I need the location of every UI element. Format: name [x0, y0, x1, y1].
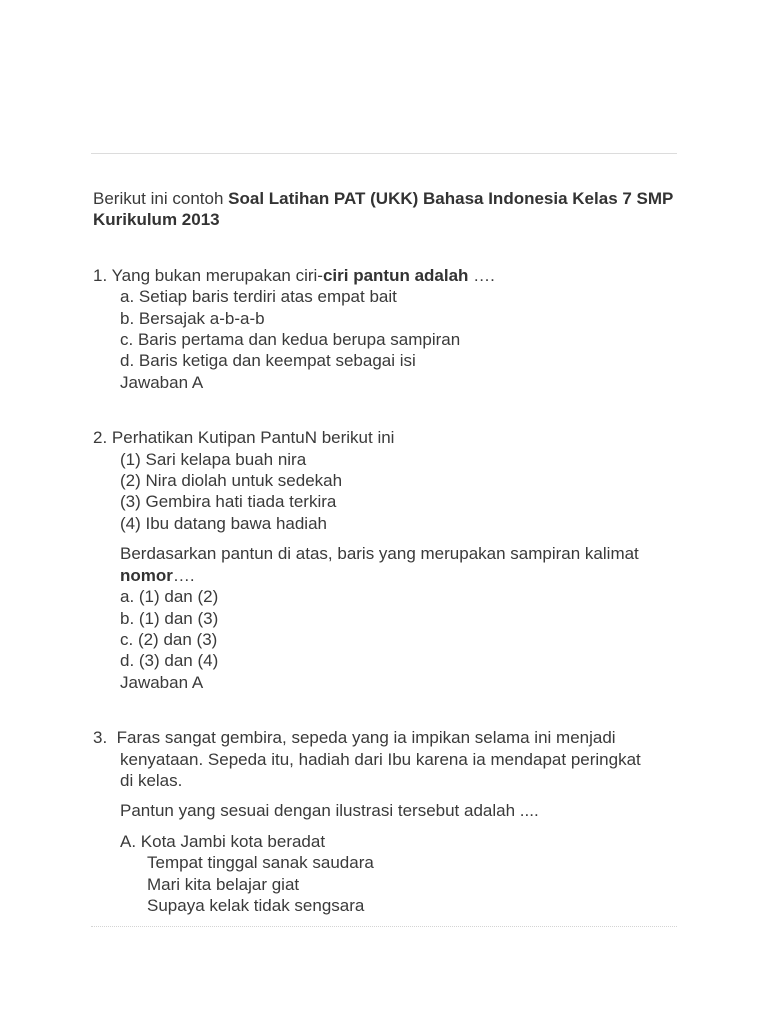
q2-option-c: c. (2) dan (3): [120, 629, 218, 649]
question-3-stem-line-1: [93, 727, 683, 748]
q3-question: Pantun yang sesuai dengan ilustrasi tersebut adalah ....: [120, 801, 539, 821]
q2-answer: Jawaban A: [120, 672, 204, 692]
q2-pantun-line-3: (3) Gembira hati tiada terkira: [120, 492, 337, 512]
q1-stem-bold: ciri pantun adalah: [322, 265, 469, 285]
q3-option-a-line-3: Mari kita belajar giat: [147, 874, 300, 894]
q3-option-a-line-1: A. Kota Jambi kota beradat: [120, 831, 326, 851]
question-2: [93, 427, 683, 693]
q3-number: 3.: [93, 728, 108, 748]
top-divider: [91, 153, 677, 154]
bottom-divider: [91, 926, 677, 927]
q2-option-b: b. (1) dan (3): [120, 608, 219, 628]
question-1: [93, 265, 683, 393]
intro-paragraph: [93, 188, 683, 231]
q3-stem-text-1: Faras sangat gembira, sepeda yang ia impikan selama ini menjadi: [116, 728, 616, 748]
q3-option-a-line-4: Supaya kelak tidak sengsara: [147, 895, 365, 915]
q1-stem-prefix: 1. Yang bukan merupakan ciri-: [93, 265, 323, 285]
q2-question-text: Berdasarkan pantun di atas, baris yang merupakan sampiran kalimat: [120, 544, 639, 564]
q1-option-b: b. Bersajak a-b-a-b: [120, 308, 265, 328]
intro-title: Soal Latihan PAT (UKK) Bahasa Indonesia Kelas 7 SMP Kurikulum 2013: [93, 189, 674, 230]
q2-question: [93, 543, 683, 586]
q2-pantun-line-1: (1) Sari kelapa buah nira: [120, 449, 307, 469]
q1-stem-suffix: ….: [468, 265, 495, 285]
q2-pantun-line-4: (4) Ibu datang bawa hadiah: [120, 513, 327, 533]
question-3: [93, 727, 683, 916]
question-2-stem: 2. Perhatikan Kutipan PantuN berikut ini: [93, 428, 395, 448]
q2-question-suffix: ….: [172, 565, 195, 585]
q2-option-d: d. (3) dan (4): [120, 651, 219, 671]
q1-option-d: d. Baris ketiga dan keempat sebagai isi: [120, 351, 416, 371]
q1-option-a: a. Setiap baris terdiri atas empat bait: [120, 287, 397, 307]
q1-answer: Jawaban A: [120, 372, 204, 392]
q1-option-c: c. Baris pertama dan kedua berupa sampiran: [120, 330, 461, 350]
q3-option-a-line-2: Tempat tinggal sanak saudara: [147, 853, 374, 873]
q2-question-bold: nomor: [120, 565, 173, 585]
intro-text: Berikut ini contoh: [93, 189, 229, 208]
question-1-stem: [93, 265, 683, 286]
q2-pantun-line-2: (2) Nira diolah untuk sedekah: [120, 471, 343, 491]
q2-option-a: a. (1) dan (2): [120, 587, 219, 607]
question-3-stem-line-3: di kelas.: [120, 770, 183, 790]
question-3-stem-line-2: kenyataan. Sepeda itu, hadiah dari Ibu karena ia mendapat peringkat: [120, 749, 641, 769]
document-body: [93, 188, 683, 916]
